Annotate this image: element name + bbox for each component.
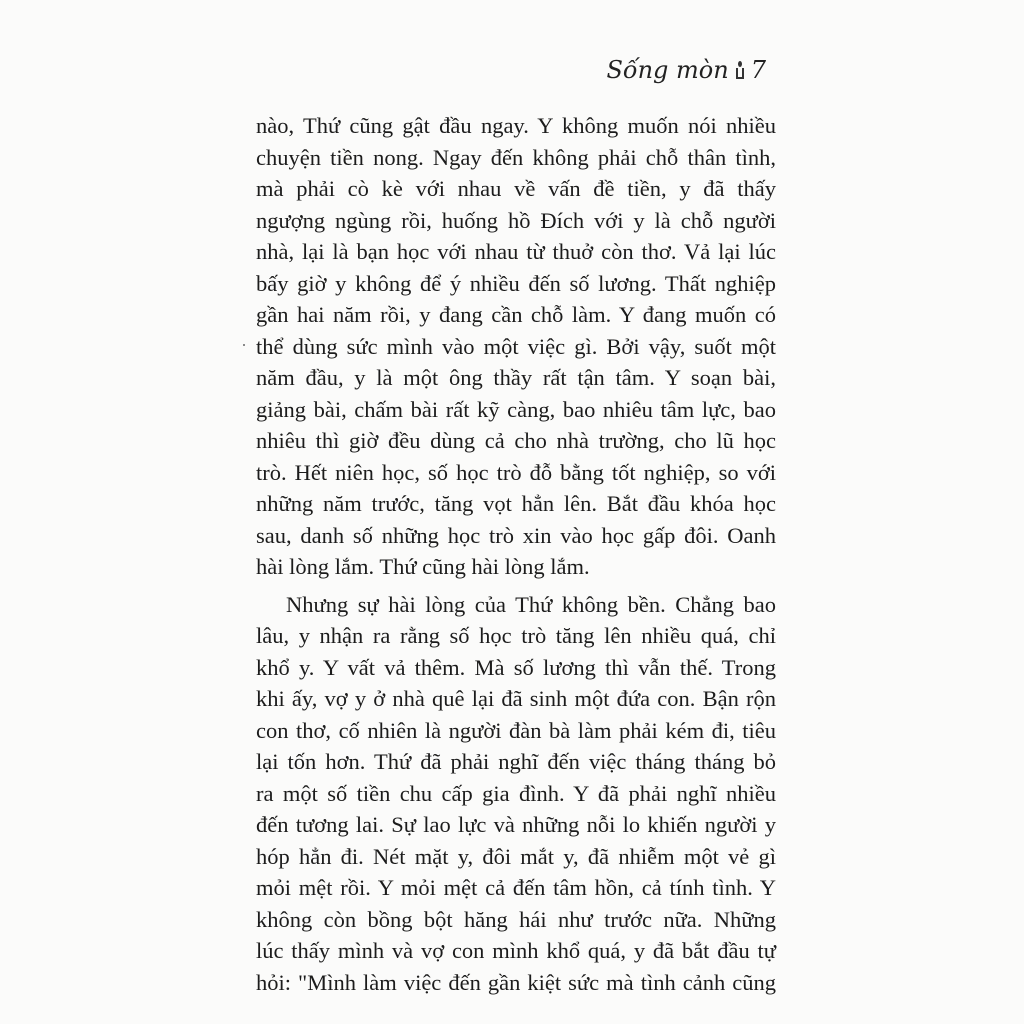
page-number: 7 [750, 56, 766, 84]
text-line: khi ấy, vợ y ở nhà quê lại đã sinh một đứa con. Bận rộn [256, 686, 776, 711]
text-line: trò. Hết niên học, số học trò đỗ bằng tốt nghiệp, so với [256, 459, 776, 485]
text-line: mà phải cò kè với nhau về vấn đề tiền, y đã thấy [256, 176, 776, 201]
text-line: sau, danh số những học trò xin vào học gấp đôi. Oanh [256, 522, 776, 548]
text-line: lúc thấy mình và vợ con mình khổ quá, y đã bắt đầu tự [256, 938, 776, 963]
text-line: những năm trước, tăng vọt hẳn lên. Bắt đầu khóa học [256, 491, 776, 516]
text-line: không còn bồng bột hăng hái như trước nữa. Những [256, 906, 776, 932]
text-line: gần hai năm rồi, y đang cần chỗ làm. Y đang muốn có [256, 302, 776, 327]
paragraph [256, 110, 776, 583]
print-speck [243, 344, 245, 346]
text-line: hóp hẳn đi. Nét mặt y, đôi mắt y, đã nhiễm một vẻ gì [256, 843, 776, 869]
text-line: nhà, lại là bạn học với nhau từ thuở còn thơ. Vả lại lúc [256, 239, 776, 264]
text-line: mỏi mệt rồi. Y mỏi mệt cả đến tâm hồn, cả tính tình. Y [256, 875, 776, 900]
text-line: thể dùng sức mình vào một việc gì. Bởi vậy, suốt một [256, 333, 776, 359]
text-line: ra một số tiền chu cấp gia đình. Y đã phải nghĩ nhiều [256, 780, 776, 806]
text-line: đến tương lai. Sự lao lực và những nỗi lo khiến người y [256, 812, 776, 837]
text-line: lại tốn hơn. Thứ đã phải nghĩ đến việc tháng tháng bỏ [256, 749, 776, 774]
text-line: hài lòng lắm. Thứ cũng hài lòng lắm. [256, 554, 590, 579]
text-line: Nhưng sự hài lòng của Thứ không bền. Chẳng bao [286, 591, 776, 617]
paragraph [256, 589, 776, 999]
text-line: ngượng ngùng rồi, huống hồ Đích với y là chỗ người [256, 207, 776, 233]
text-line: nào, Thứ cũng gật đầu ngay. Y không muốn nói nhiều [256, 113, 776, 138]
body-text [256, 110, 776, 998]
chess-pawn-icon [735, 61, 745, 79]
text-line: con thơ, cố nhiên là người đàn bà làm phải kém đi, tiêu [256, 717, 776, 743]
text-line: năm đầu, y là một ông thầy rất tận tâm. Y soạn bài, [256, 365, 776, 390]
text-line: khổ y. Y vất vả thêm. Mà số lương thì vẫn thế. Trong [256, 654, 776, 680]
text-line: bấy giờ y không để ý nhiều đến số lương. Thất nghiệp [256, 270, 776, 296]
text-line: chuyện tiền nong. Ngay đến không phải chỗ thân tình, [256, 144, 776, 170]
running-header [606, 56, 766, 84]
running-title: Sống mòn [606, 56, 729, 84]
text-line: giảng bài, chấm bài rất kỹ càng, bao nhiêu tâm lực, bao [256, 396, 776, 422]
text-line: hỏi: "Mình làm việc đến gần kiệt sức mà tình cảnh cũng [256, 969, 776, 995]
text-line: nhiêu thì giờ đều dùng cả cho nhà trường, cho lũ học [256, 428, 776, 453]
text-line: lâu, y nhận ra rằng số học trò tăng lên nhiều quá, chỉ [256, 623, 776, 648]
